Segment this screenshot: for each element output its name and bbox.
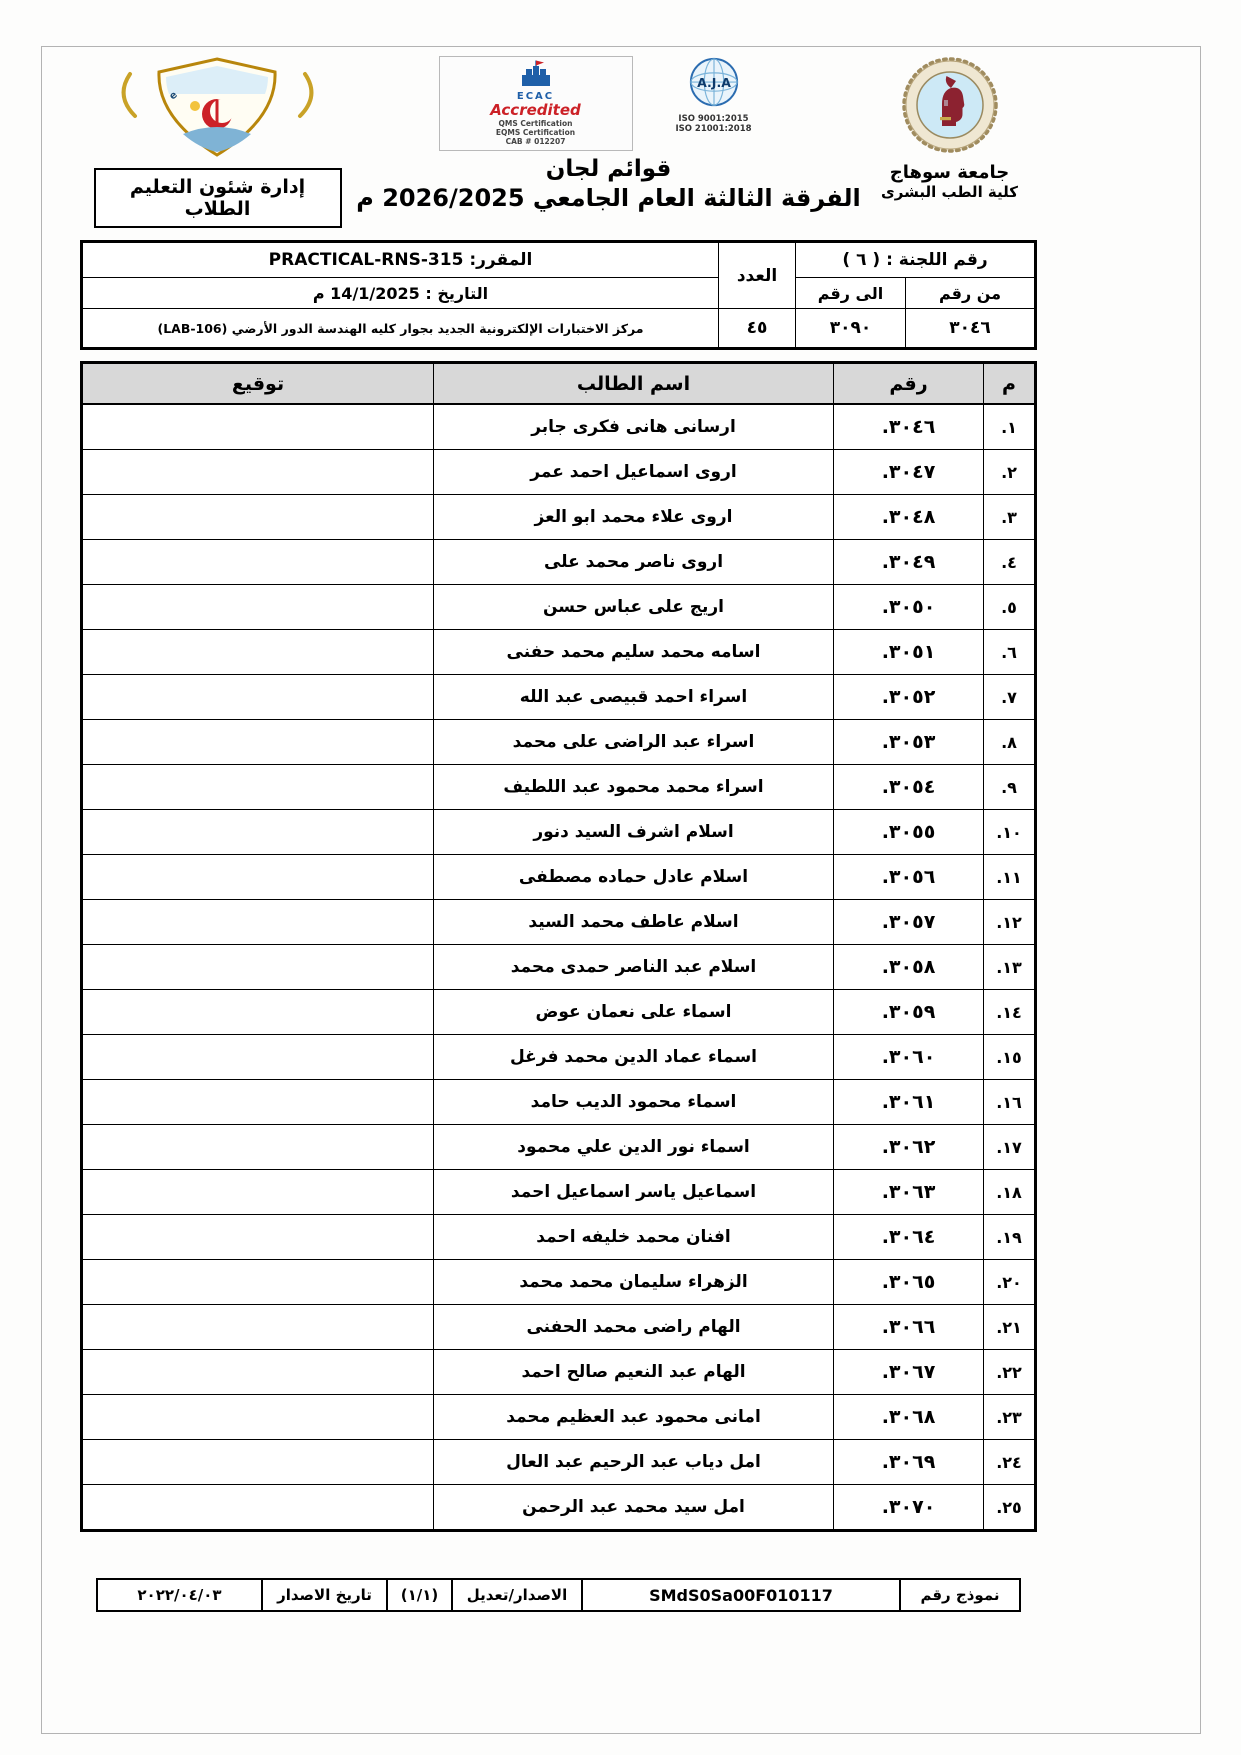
signature-cell [82,990,434,1035]
number-cell: ٣٠٦٠. [834,1035,984,1080]
iso-line-2: ISO 21001:2018 [675,124,752,134]
serial-cell: ٢٣. [984,1395,1036,1440]
document-header [80,56,1037,228]
ecac-cert-line-2: EQMS Certification [495,128,576,137]
name-cell: اسماء على نعمان عوض [434,990,834,1035]
certification-logos-row [355,56,862,151]
number-cell: ٣٠٦٧. [834,1350,984,1395]
university-header-block [862,56,1037,201]
number-cell: ٣٠٥٧. [834,900,984,945]
serial-cell: ١٧. [984,1125,1036,1170]
number-cell: ٣٠٤٦. [834,404,984,450]
department-label: إدارة شئون التعليم الطلاب [129,176,306,220]
student-row [82,540,1036,585]
issue-date-label-cell: تاريخ الاصدار [262,1579,387,1611]
name-cell: امل سيد محمد عبد الرحمن [434,1485,834,1531]
number-cell: ٣٠٤٩. [834,540,984,585]
student-row [82,1350,1036,1395]
exam-venue-cell: مركز الاختبارات الإلكترونية الجديد بجوار كليه الهندسة الدور الأرضي (LAB-106) [82,309,719,349]
page-title: قوائم لجان [545,156,672,182]
name-cell: الهام راضى محمد الحفنى [434,1305,834,1350]
serial-cell: ٥. [984,585,1036,630]
from-number-label-cell: من رقم [906,278,1036,309]
student-row [82,990,1036,1035]
signature-column-header: توقيع [82,363,434,405]
serial-cell: ١٨. [984,1170,1036,1215]
iso-line-1: ISO 9001:2015 [678,114,749,124]
number-cell: ٣٠٥٢. [834,675,984,720]
signature-cell [82,540,434,585]
signature-cell [82,585,434,630]
name-cell: ارسانى هانى فكرى جابر [434,404,834,450]
student-row [82,810,1036,855]
department-box [94,168,342,228]
form-number-label-cell: نموذج رقم [900,1579,1020,1611]
form-code-cell: SMdS0Sa00F010117 [582,1579,900,1611]
student-row [82,630,1036,675]
name-cell: اروى اسماعيل احمد عمر [434,450,834,495]
from-number-value-cell: ٣٠٤٦ [906,309,1036,349]
signature-cell [82,1305,434,1350]
student-row [82,585,1036,630]
student-row [82,855,1036,900]
signature-cell [82,1350,434,1395]
number-cell: ٣٠٥٥. [834,810,984,855]
serial-cell: ٢٥. [984,1485,1036,1531]
serial-cell: ٧. [984,675,1036,720]
number-cell: ٣٠٥٨. [834,945,984,990]
number-cell: ٣٠٦١. [834,1080,984,1125]
student-row [82,1440,1036,1485]
exam-info-table [80,240,1037,350]
faculty-logo-arc-text: e [167,89,180,103]
committee-number-cell: رقم اللجنة : ( ٦ ) [796,242,1036,278]
name-cell: امل دياب عبد الرحيم عبد العال [434,1440,834,1485]
ecac-castle-icon [517,60,555,87]
serial-cell: ٢١. [984,1305,1036,1350]
signature-cell [82,1170,434,1215]
ecac-accreditation-badge [439,56,633,151]
student-row [82,1080,1036,1125]
signature-cell [82,1215,434,1260]
serial-cell: ٢٢. [984,1350,1036,1395]
student-row [82,1485,1036,1531]
signature-cell [82,404,434,450]
serial-cell: ١٤. [984,990,1036,1035]
student-row [82,900,1036,945]
student-row [82,945,1036,990]
number-cell: ٣٠٧٠. [834,1485,984,1531]
serial-cell: ٢٤. [984,1440,1036,1485]
number-cell: ٣٠٤٨. [834,495,984,540]
student-row [82,1035,1036,1080]
serial-cell: ١٦. [984,1080,1036,1125]
signature-cell [82,765,434,810]
name-cell: اسماء عماد الدين محمد فرغل [434,1035,834,1080]
student-row [82,1305,1036,1350]
number-cell: ٣٠٥٣. [834,720,984,765]
signature-cell [82,720,434,765]
serial-cell: ١٥. [984,1035,1036,1080]
name-cell: اسماء نور الدين علي محمود [434,1125,834,1170]
number-cell: ٣٠٦٣. [834,1170,984,1215]
ecac-cert-line-1: QMS Certification [498,119,573,128]
issue-date-value-cell: ٢٠٢٢/٠٤/٠٣ [97,1579,262,1611]
student-row [82,1215,1036,1260]
number-cell: ٣٠٥١. [834,630,984,675]
serial-cell: ٨. [984,720,1036,765]
serial-cell: ٦. [984,630,1036,675]
ecac-accredited-label: Accredited [490,101,581,119]
course-cell: المقرر: PRACTICAL-RNS-315 [82,242,719,278]
student-row [82,495,1036,540]
document [80,56,1037,1612]
signature-cell [82,810,434,855]
serial-cell: ٣. [984,495,1036,540]
faculty-name: كلية الطب البشرى [880,183,1018,201]
page-subtitle: الفرقة الثالثة العام الجامعي 2026/2025 م [356,184,861,212]
student-row [82,1170,1036,1215]
student-row [82,1260,1036,1305]
name-cell: اروى علاء محمد ابو العز [434,495,834,540]
signature-cell [82,630,434,675]
serial-cell: ١٠. [984,810,1036,855]
serial-cell: ٢٠. [984,1260,1036,1305]
name-cell: اسامه محمد سليم محمد حفنى [434,630,834,675]
number-cell: ٣٠٦٦. [834,1305,984,1350]
university-name: جامعة سوهاج [889,162,1010,183]
form-footer [96,1578,1021,1612]
signature-cell [82,1080,434,1125]
name-cell: الهام عبد النعيم صالح احمد [434,1350,834,1395]
signature-cell [82,1125,434,1170]
aja-registrars-badge [649,56,779,134]
name-cell: اسلام عبد الناصر حمدى محمد [434,945,834,990]
faculty-header-block [80,56,355,228]
serial-cell: ١. [984,404,1036,450]
serial-cell: ١٣. [984,945,1036,990]
serial-cell: ٩. [984,765,1036,810]
name-cell: امانى محمود عبد العظيم محمد [434,1395,834,1440]
to-number-value-cell: ٣٠٩٠ [796,309,906,349]
number-cell: ٣٠٥٠. [834,585,984,630]
count-value-cell: ٤٥ [719,309,796,349]
sohag-university-logo-icon [900,56,1000,156]
name-column-header: اسم الطالب [434,363,834,405]
name-cell: اريج على عباس حسن [434,585,834,630]
signature-cell [82,1035,434,1080]
aja-globe-icon [686,56,742,110]
signature-cell [82,450,434,495]
number-cell: ٣٠٦٤. [834,1215,984,1260]
number-cell: ٣٠٦٥. [834,1260,984,1305]
number-cell: ٣٠٥٦. [834,855,984,900]
ecac-cert-line-3: CAB # 012207 [505,137,566,146]
name-cell: اسماء محمود الديب حامد [434,1080,834,1125]
signature-cell [82,1440,434,1485]
signature-cell [82,1260,434,1305]
number-cell: ٣٠٦٨. [834,1395,984,1440]
serial-cell: ١١. [984,855,1036,900]
count-header-cell: العدد [719,242,796,309]
student-row [82,675,1036,720]
name-cell: اسراء احمد قبيصى عبد الله [434,675,834,720]
exam-date-cell: التاريخ : 14/1/2025 م [82,278,719,309]
name-cell: اسلام اشرف السيد دنور [434,810,834,855]
to-number-label-cell: الى رقم [796,278,906,309]
name-cell: اروى ناصر محمد على [434,540,834,585]
signature-cell [82,855,434,900]
serial-column-header: م [984,363,1036,405]
name-cell: اسلام عادل حماده مصطفى [434,855,834,900]
number-cell: ٣٠٤٧. [834,450,984,495]
aja-name: A.J.A [696,74,731,90]
student-row [82,404,1036,450]
name-cell: افنان محمد خليفه احمد [434,1215,834,1260]
students-table [80,361,1037,1532]
faculty-of-medicine-logo-icon [105,56,330,158]
student-row [82,1395,1036,1440]
serial-cell: ٤. [984,540,1036,585]
name-cell: اسماعيل ياسر اسماعيل احمد [434,1170,834,1215]
number-cell: ٣٠٥٩. [834,990,984,1035]
signature-cell [82,495,434,540]
student-row [82,1125,1036,1170]
serial-cell: ١٩. [984,1215,1036,1260]
ecac-name: ECAC [516,91,555,102]
serial-cell: ١٢. [984,900,1036,945]
student-row [82,765,1036,810]
signature-cell [82,900,434,945]
signature-cell [82,945,434,990]
revision-label-cell: الاصدار/تعديل [452,1579,582,1611]
serial-cell: ٢. [984,450,1036,495]
student-row [82,720,1036,765]
header-center-block [355,56,862,212]
students-table-header-row [82,363,1036,405]
number-cell: ٣٠٥٤. [834,765,984,810]
name-cell: اسراء محمد محمود عبد اللطيف [434,765,834,810]
number-cell: ٣٠٦٢. [834,1125,984,1170]
signature-cell [82,675,434,720]
name-cell: اسلام عاطف محمد السيد [434,900,834,945]
name-cell: الزهراء سليمان محمد محمد [434,1260,834,1305]
signature-cell [82,1395,434,1440]
revision-value-cell: (١/١) [387,1579,452,1611]
name-cell: اسراء عبد الراضى على محمد [434,720,834,765]
signature-cell [82,1485,434,1531]
number-column-header: رقم [834,363,984,405]
student-row [82,450,1036,495]
number-cell: ٣٠٦٩. [834,1440,984,1485]
